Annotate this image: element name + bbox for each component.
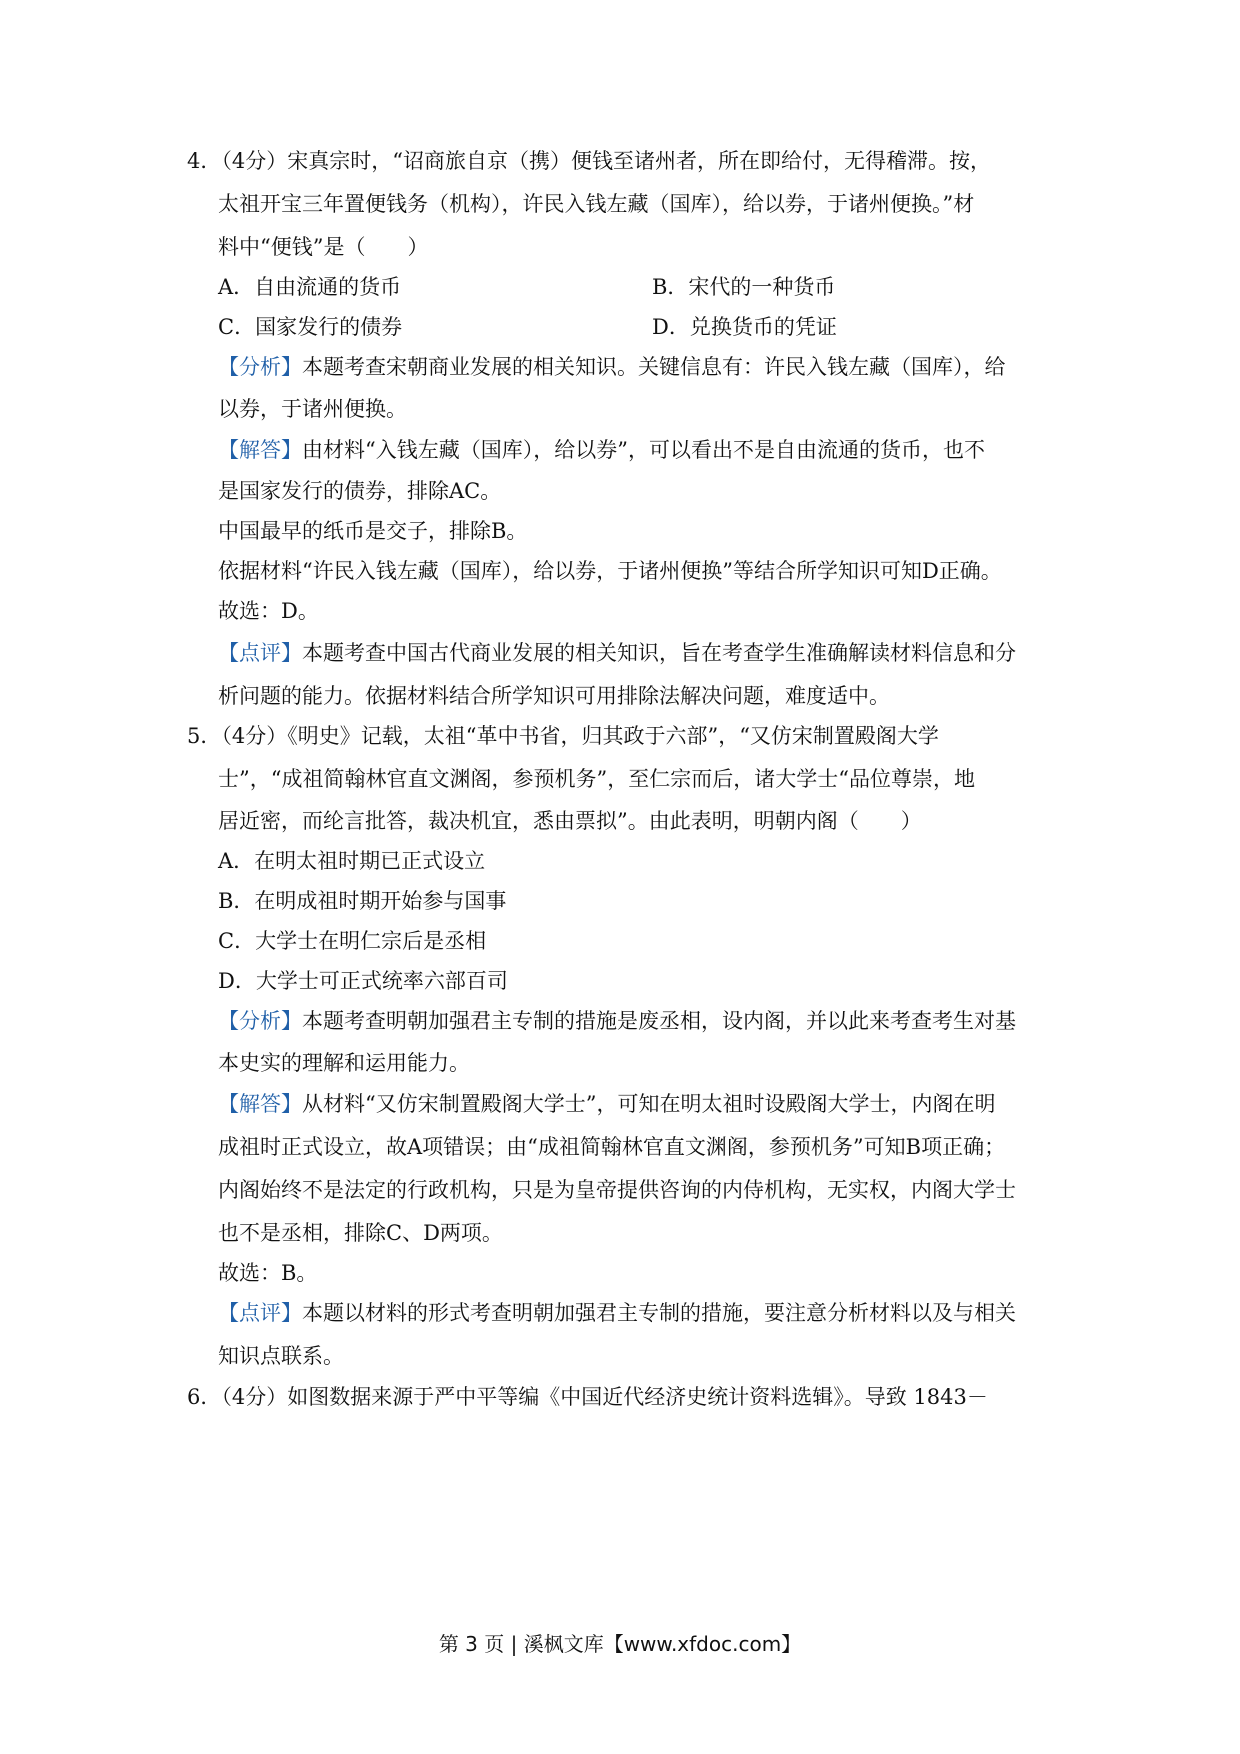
q4-stem-line-2: 太祖开宝三年置便钱务（机构），许民入钱左藏（国库），给以券，于诸州便换。”材	[218, 192, 975, 216]
q5-stem-line-3: 居近密，而纶言批答，裁决机宜，悉由票拟”。由此表明，明朝内阁（ ）	[218, 809, 922, 833]
q5-answer-text-3: 内阁始终不是法定的行政机构，只是为皇帝提供咨询的内侍机构，无实权，内阁大学士	[218, 1178, 1016, 1202]
q4-analysis-text-1: 本题考查宋朝商业发展的相关知识。关键信息有：许民入钱左藏（国库），给	[302, 355, 1006, 379]
q5-answer-text-5: 故选：B。	[218, 1261, 318, 1285]
q5-stem-line-1: 5．（4分）《明史》记载，太祖“革中书省，归其政于六部”，“又仿宋制置殿阁大学	[187, 724, 939, 748]
q5-analysis-text-1: 本题考查明朝加强君主专制的措施是废丞相，设内阁，并以此来考查考生对基	[302, 1009, 1016, 1033]
q5-comment-text-1: 本题以材料的形式考查明朝加强君主专制的措施，要注意分析材料以及与相关	[302, 1301, 1016, 1325]
q5-answer	[218, 1089, 995, 1119]
q4-stem-line-1: 4．（4分）宋真宗时，“诏商旅自京（携）便钱至诸州者，所在即给付，无得稽滞。按，	[187, 149, 991, 173]
comment-tag: 【点评】	[218, 641, 302, 665]
answer-tag: 【解答】	[218, 438, 302, 462]
q4-stem-line-3: 料中“便钱”是（ ）	[218, 235, 429, 259]
q5-analysis	[218, 1006, 1016, 1036]
analysis-tag: 【分析】	[218, 1009, 302, 1033]
q5-option-d: D．大学士可正式统率六部百司	[218, 969, 508, 993]
q5-comment-text-2: 知识点联系。	[218, 1344, 344, 1368]
q4-answer-text-1: 由材料“入钱左藏（国库），给以券”，可以看出不是自由流通的货币，也不	[302, 438, 985, 462]
q5-analysis-text-2: 本史实的理解和运用能力。	[218, 1051, 470, 1075]
q4-answer-text-3: 中国最早的纸币是交子，排除B。	[218, 519, 528, 543]
q4-analysis	[218, 352, 1006, 382]
q4-option-d: D．兑换货币的凭证	[652, 315, 837, 339]
q4-answer-text-4: 依据材料“许民入钱左藏（国库），给以券，于诸州便换”等结合所学知识可知D正确。	[218, 559, 1002, 583]
q4-answer	[218, 435, 985, 465]
q4-comment-text-2: 析问题的能力。依据材料结合所学知识可用排除法解决问题，难度适中。	[218, 684, 890, 708]
page-footer: 第 3 页 | 溪枫文库【www.xfdoc.com】	[438, 1632, 802, 1656]
answer-tag: 【解答】	[218, 1092, 302, 1116]
q4-comment-text-1: 本题考查中国古代商业发展的相关知识，旨在考查学生准确解读材料信息和分	[302, 641, 1016, 665]
q4-option-a: A．自由流通的货币	[218, 275, 402, 299]
q4-comment	[218, 638, 1016, 668]
q5-comment	[218, 1298, 1016, 1328]
q4-answer-text-2: 是国家发行的债券，排除AC。	[218, 479, 502, 503]
q4-analysis-text-2: 以券，于诸州便换。	[218, 397, 407, 421]
q4-answer-text-5: 故选：D。	[218, 599, 319, 623]
q5-answer-text-2: 成祖时正式设立，故A项错误；由“成祖简翰林官直文渊阁，参预机务”可知B项正确；	[218, 1135, 1006, 1159]
comment-tag: 【点评】	[218, 1301, 302, 1325]
q5-option-a: A．在明太祖时期已正式设立	[218, 849, 486, 873]
q6-stem-line-1: 6．（4分）如图数据来源于严中平等编《中国近代经济史统计资料选辑》。导致 1843－	[187, 1385, 988, 1409]
q5-answer-text-1: 从材料“又仿宋制置殿阁大学士”，可知在明太祖时设殿阁大学士，内阁在明	[302, 1092, 996, 1116]
q5-answer-text-4: 也不是丞相，排除C、D两项。	[218, 1221, 503, 1245]
q4-option-b: B．宋代的一种货币	[652, 275, 836, 299]
q5-stem-line-2: 士”，“成祖简翰林官直文渊阁，参预机务”，至仁宗而后，诸大学士“品位尊崇，地	[218, 767, 975, 791]
q5-option-b: B．在明成祖时期开始参与国事	[218, 889, 507, 913]
q4-option-c: C．国家发行的债券	[218, 315, 403, 339]
analysis-tag: 【分析】	[218, 355, 302, 379]
q5-option-c: C．大学士在明仁宗后是丞相	[218, 929, 487, 953]
